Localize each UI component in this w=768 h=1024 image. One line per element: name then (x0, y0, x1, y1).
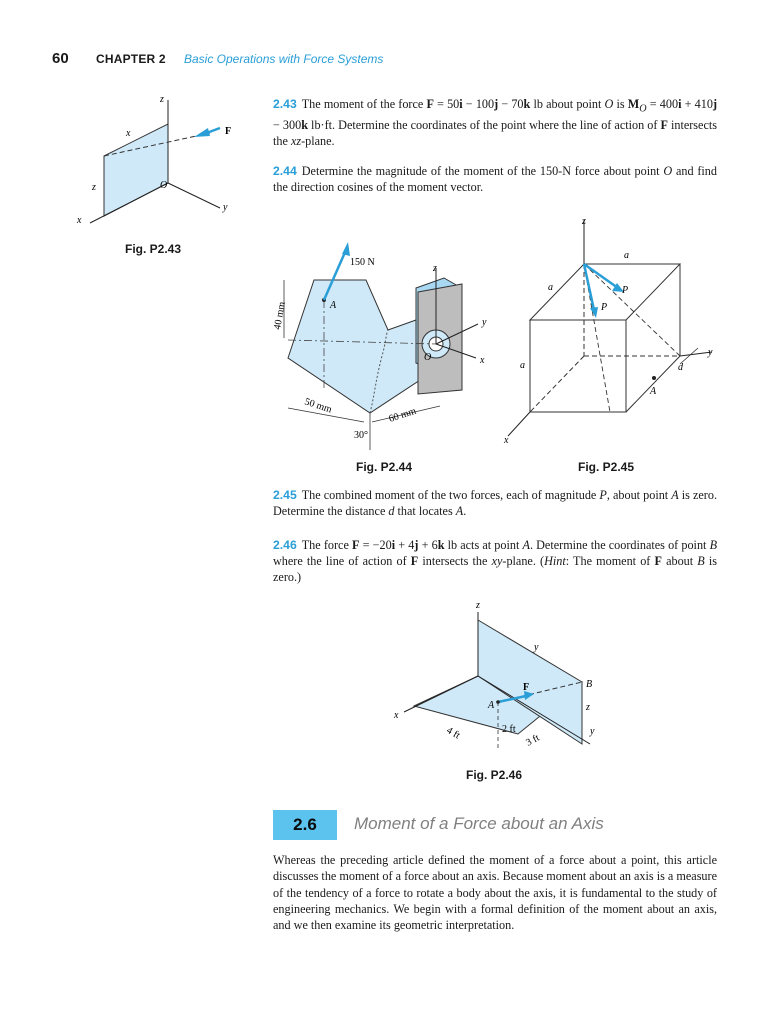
problem-2-44 (273, 163, 717, 195)
figure-p2-44 (266, 238, 506, 458)
label-a-left: a (520, 360, 525, 371)
point-A (652, 376, 656, 380)
label-150N: 150 N (350, 257, 375, 268)
caption-p2-44: Fig. P2.44 (356, 460, 413, 474)
label-50mm: 50 mm (303, 396, 334, 416)
label-y: y (482, 317, 487, 328)
problem-number: 2.46 (273, 538, 297, 552)
section-title: Moment of a Force about an Axis (354, 814, 604, 833)
label-y-top: y (534, 642, 539, 653)
problem-2-43 (273, 96, 717, 149)
label-P1: P (622, 285, 629, 296)
force-arrowhead (342, 242, 350, 256)
label-x: x (504, 435, 509, 446)
figure-p2-43 (60, 88, 250, 228)
label-z: z (476, 600, 480, 611)
hidden-edge-bottom (530, 356, 584, 412)
page-number: 60 (52, 50, 69, 67)
label-x-upper: x (126, 128, 131, 139)
label-y: y (708, 347, 713, 358)
label-40mm: 40 mm (272, 300, 288, 331)
label-A: A (488, 700, 495, 711)
problem-2-46 (273, 537, 717, 585)
label-30deg: 30° (354, 430, 368, 441)
label-x: x (480, 355, 485, 366)
label-a-top: a (624, 250, 629, 261)
label-z: z (582, 216, 586, 227)
label-2ft: 2 ft (502, 724, 516, 735)
label-y: y (590, 726, 595, 737)
chapter-label: CHAPTER 2 (96, 52, 166, 66)
chapter-title: Basic Operations with Force Systems (184, 52, 384, 66)
force-line-1 (584, 264, 680, 356)
x-axis (508, 412, 530, 436)
label-a-mid: a (548, 282, 553, 293)
section-paragraph: Whereas the preceding article defined the moment of a force about a point, this article discusses the moment of a force about an axis. Because moment about an axis is a measure of the tendency of a force to rotate a body about the axis, it is fundamental to the study of engineering mechanics. We begin with a formal definition of the moment about an axis, and we then examine its geometric interpretation. (273, 853, 717, 933)
label-z-left: z (92, 182, 96, 193)
label-z-top: z (160, 94, 164, 105)
label-z: z (433, 263, 437, 274)
label-O: O (160, 180, 168, 191)
label-3ft: 3 ft (524, 732, 542, 749)
y-axis (168, 183, 220, 208)
label-A: A (330, 300, 337, 311)
label-x: x (394, 710, 399, 721)
force-arrowhead (194, 128, 210, 137)
label-A: A (650, 386, 657, 397)
problem-2-45 (273, 487, 717, 519)
cube-front-face (530, 320, 626, 412)
problem-number: 2.45 (273, 488, 297, 502)
label-P2: P (601, 302, 608, 313)
label-4ft: 4 ft (444, 725, 462, 742)
label-F: F (523, 682, 530, 693)
problem-text: The moment of the force F = 50i − 100j − 70k lb about point O is $M_O = 400i + 410j - 300k$ lb·ft. Determine the coordinates of the point where the line of action of F intersects the xz-plane. (273, 97, 717, 149)
point-A (496, 700, 500, 704)
figure-p2-45 (490, 212, 730, 452)
figure-p2-46 (380, 598, 620, 758)
problem-text: Determine the magnitude of the moment of the 150-N force about point O and find the direction cosines of the moment vector. (273, 164, 717, 194)
label-B: B (586, 679, 593, 690)
force-P2-arrowhead (590, 307, 598, 318)
label-y: y (223, 202, 228, 213)
xz-plane (104, 124, 168, 216)
label-F: F (225, 126, 232, 137)
label-60mm: 60 mm (387, 405, 418, 425)
problem-text: The combined moment of the two forces, each of magnitude P, about point A is zero. Determine the distance d that locates A. (273, 488, 717, 518)
caption-p2-45: Fig. P2.45 (578, 460, 635, 474)
cube-bottom-right-edge (626, 356, 680, 412)
caption-p2-43: Fig. P2.43 (125, 242, 182, 256)
label-x: x (77, 215, 82, 226)
label-z-side: z (586, 702, 590, 713)
label-O: O (424, 352, 432, 363)
problem-number: 2.43 (273, 97, 297, 111)
problem-number: 2.44 (273, 164, 297, 178)
label-d: d (678, 362, 683, 373)
problem-text: The force F = −20i + 4j + 6k lb acts at point A. Determine the coordinates of point B where the line of action of F intersects the xy-plane. (Hint: The moment of F about B is zero.) (273, 538, 718, 584)
section-number-box: 2.6 (273, 810, 337, 840)
caption-p2-46: Fig. P2.46 (466, 768, 523, 782)
